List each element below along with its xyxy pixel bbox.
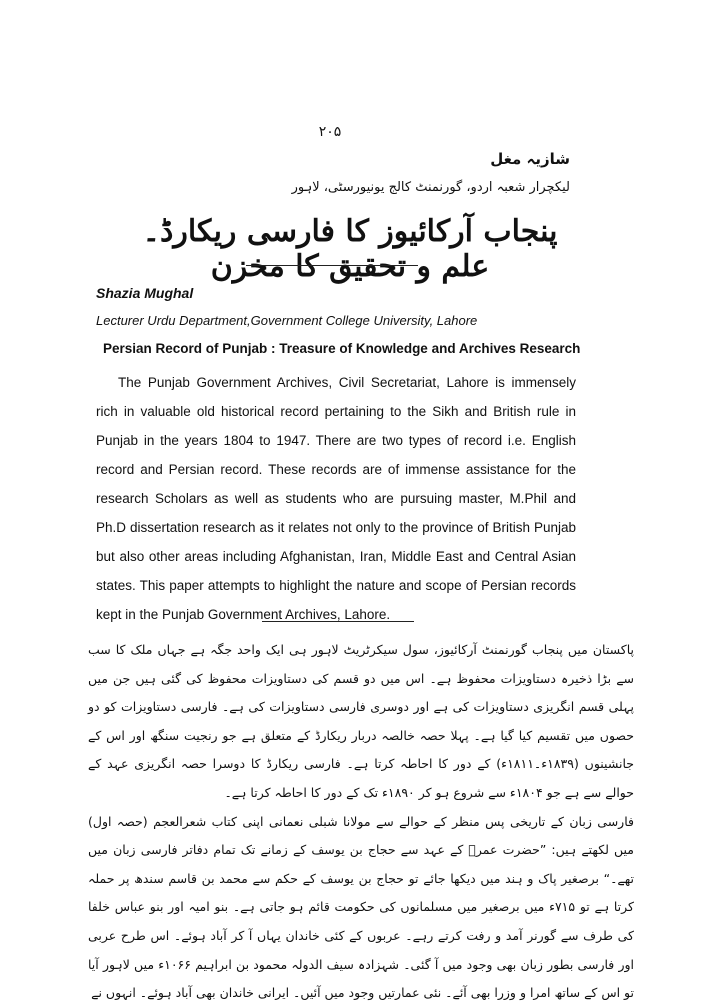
page-number: ۲۰۵ <box>318 124 342 140</box>
abstract-text: The Punjab Government Archives, Civil Secretariat, Lahore is immensely rich in valuable old historical record pertaining to the Sikh and British rule in Punjab in the years 1804 to 1947. There are two types of record i.e. English record and Persian record. These records are of immense assistance for the research Scholars as well as students who are pursuing master, M.Phil and Ph.D dissertation research as it relates not only to the province of British Punjab but also other areas including Afghanistan, Iran, Middle East and Central Asian states. This paper attempts to highlight the nature and scope of Persian records kept in the Punjab Government Archives, Lahore. <box>96 375 576 622</box>
urdu-article-title: پنجاب آرکائیوز کا فارسی ریکارڈ۔ علم و تحقیق کا مخزن <box>142 214 558 284</box>
urdu-body-text <box>88 636 634 1008</box>
urdu-paragraph-2: فارسی زبان کے تاریخی پس منظر کے حوالے سے مولانا شبلی نعمانی اپنی کتاب شعرالعجم (حصہ اول) میں لکھتے ہیں: ”حضرت عمرؓ کے عہد سے حجاج بن یوسف کے زمانے تک تمام دفاتر فارسی زبان میں تھے۔“ برصغیر پاک و ہند میں دیکھا جائے تو حجاج بن یوسف کے حکم سے محمد بن قاسم سندھ پر حملہ کرتا ہے تو ۷۱۵ء میں برصغیر میں مسلمانوں کی حکومت قائم ہو جاتی ہے۔ بنو امیہ اور بنو عباس خلفا کی طرف سے گورنر آمد و رفت کرتے رہے۔ عربوں کے کئی خاندان یہاں آ کر آباد ہوئے۔ اس طرح عربی اور فارسی بطور زبان بھی وجود میں آ گئی۔ شہزادہ سیف الدولہ محمود بن ابراہیم ۱۰۶۶ء میں لاہور آیا تو اس کے ساتھ امرا و وزرا بھی آئے۔ نئی عمارتیں وجود میں آئیں۔ ایرانی خاندان بھی آباد ہوئے۔ انہوں نے <box>88 813 634 1001</box>
urdu-paragraph-1: پاکستان میں پنجاب گورنمنٹ آرکائیوز، سول سیکرٹریٹ لاہور ہی ایک واحد جگہ ہے جہاں ملک کا سب سے بڑا ذخیرہ دستاویزات محفوظ ہے۔ اس میں دو قسم کی دستاویزات محفوظ کی گئی ہیں جن میں پہلی قسم انگریزی دستاویزات کی ہے اور دوسری فارسی دستاویزات کی ہے۔ فارسی دستاویزات کو دو حصوں میں تقسیم کیا گیا ہے۔ پہلا حصہ خالصہ دربار ریکارڈ کے متعلق ہے جو رنجیت سنگھ اور اس کے جانشینوں (۱۸۳۹ء۔۱۸۱۱ء) کے دور کا احاطہ کرتا ہے۔ فارسی ریکارڈ کا دوسرا حصہ انگریزی عہد کے حوالے سے ہے جو ۱۸۰۴ء سے شروع ہو کر ۱۸۹۰ء تک کے دور کا احاطہ کرتا ہے۔ <box>88 642 634 800</box>
english-author-name: Shazia Mughal <box>96 285 194 301</box>
urdu-author-name: شازیہ مغل <box>490 150 570 168</box>
urdu-author-affiliation: لیکچرار شعبہ اردو، گورنمنٹ کالج یونیورسٹی، لاہور <box>291 180 570 195</box>
english-abstract <box>96 368 576 629</box>
english-author-affiliation: Lecturer Urdu Department,Government College University, Lahore <box>96 313 478 328</box>
abstract-divider <box>262 621 414 622</box>
english-article-title: Persian Record of Punjab : Treasure of Knowledge and Archives Research <box>103 341 581 356</box>
title-divider <box>246 265 418 266</box>
